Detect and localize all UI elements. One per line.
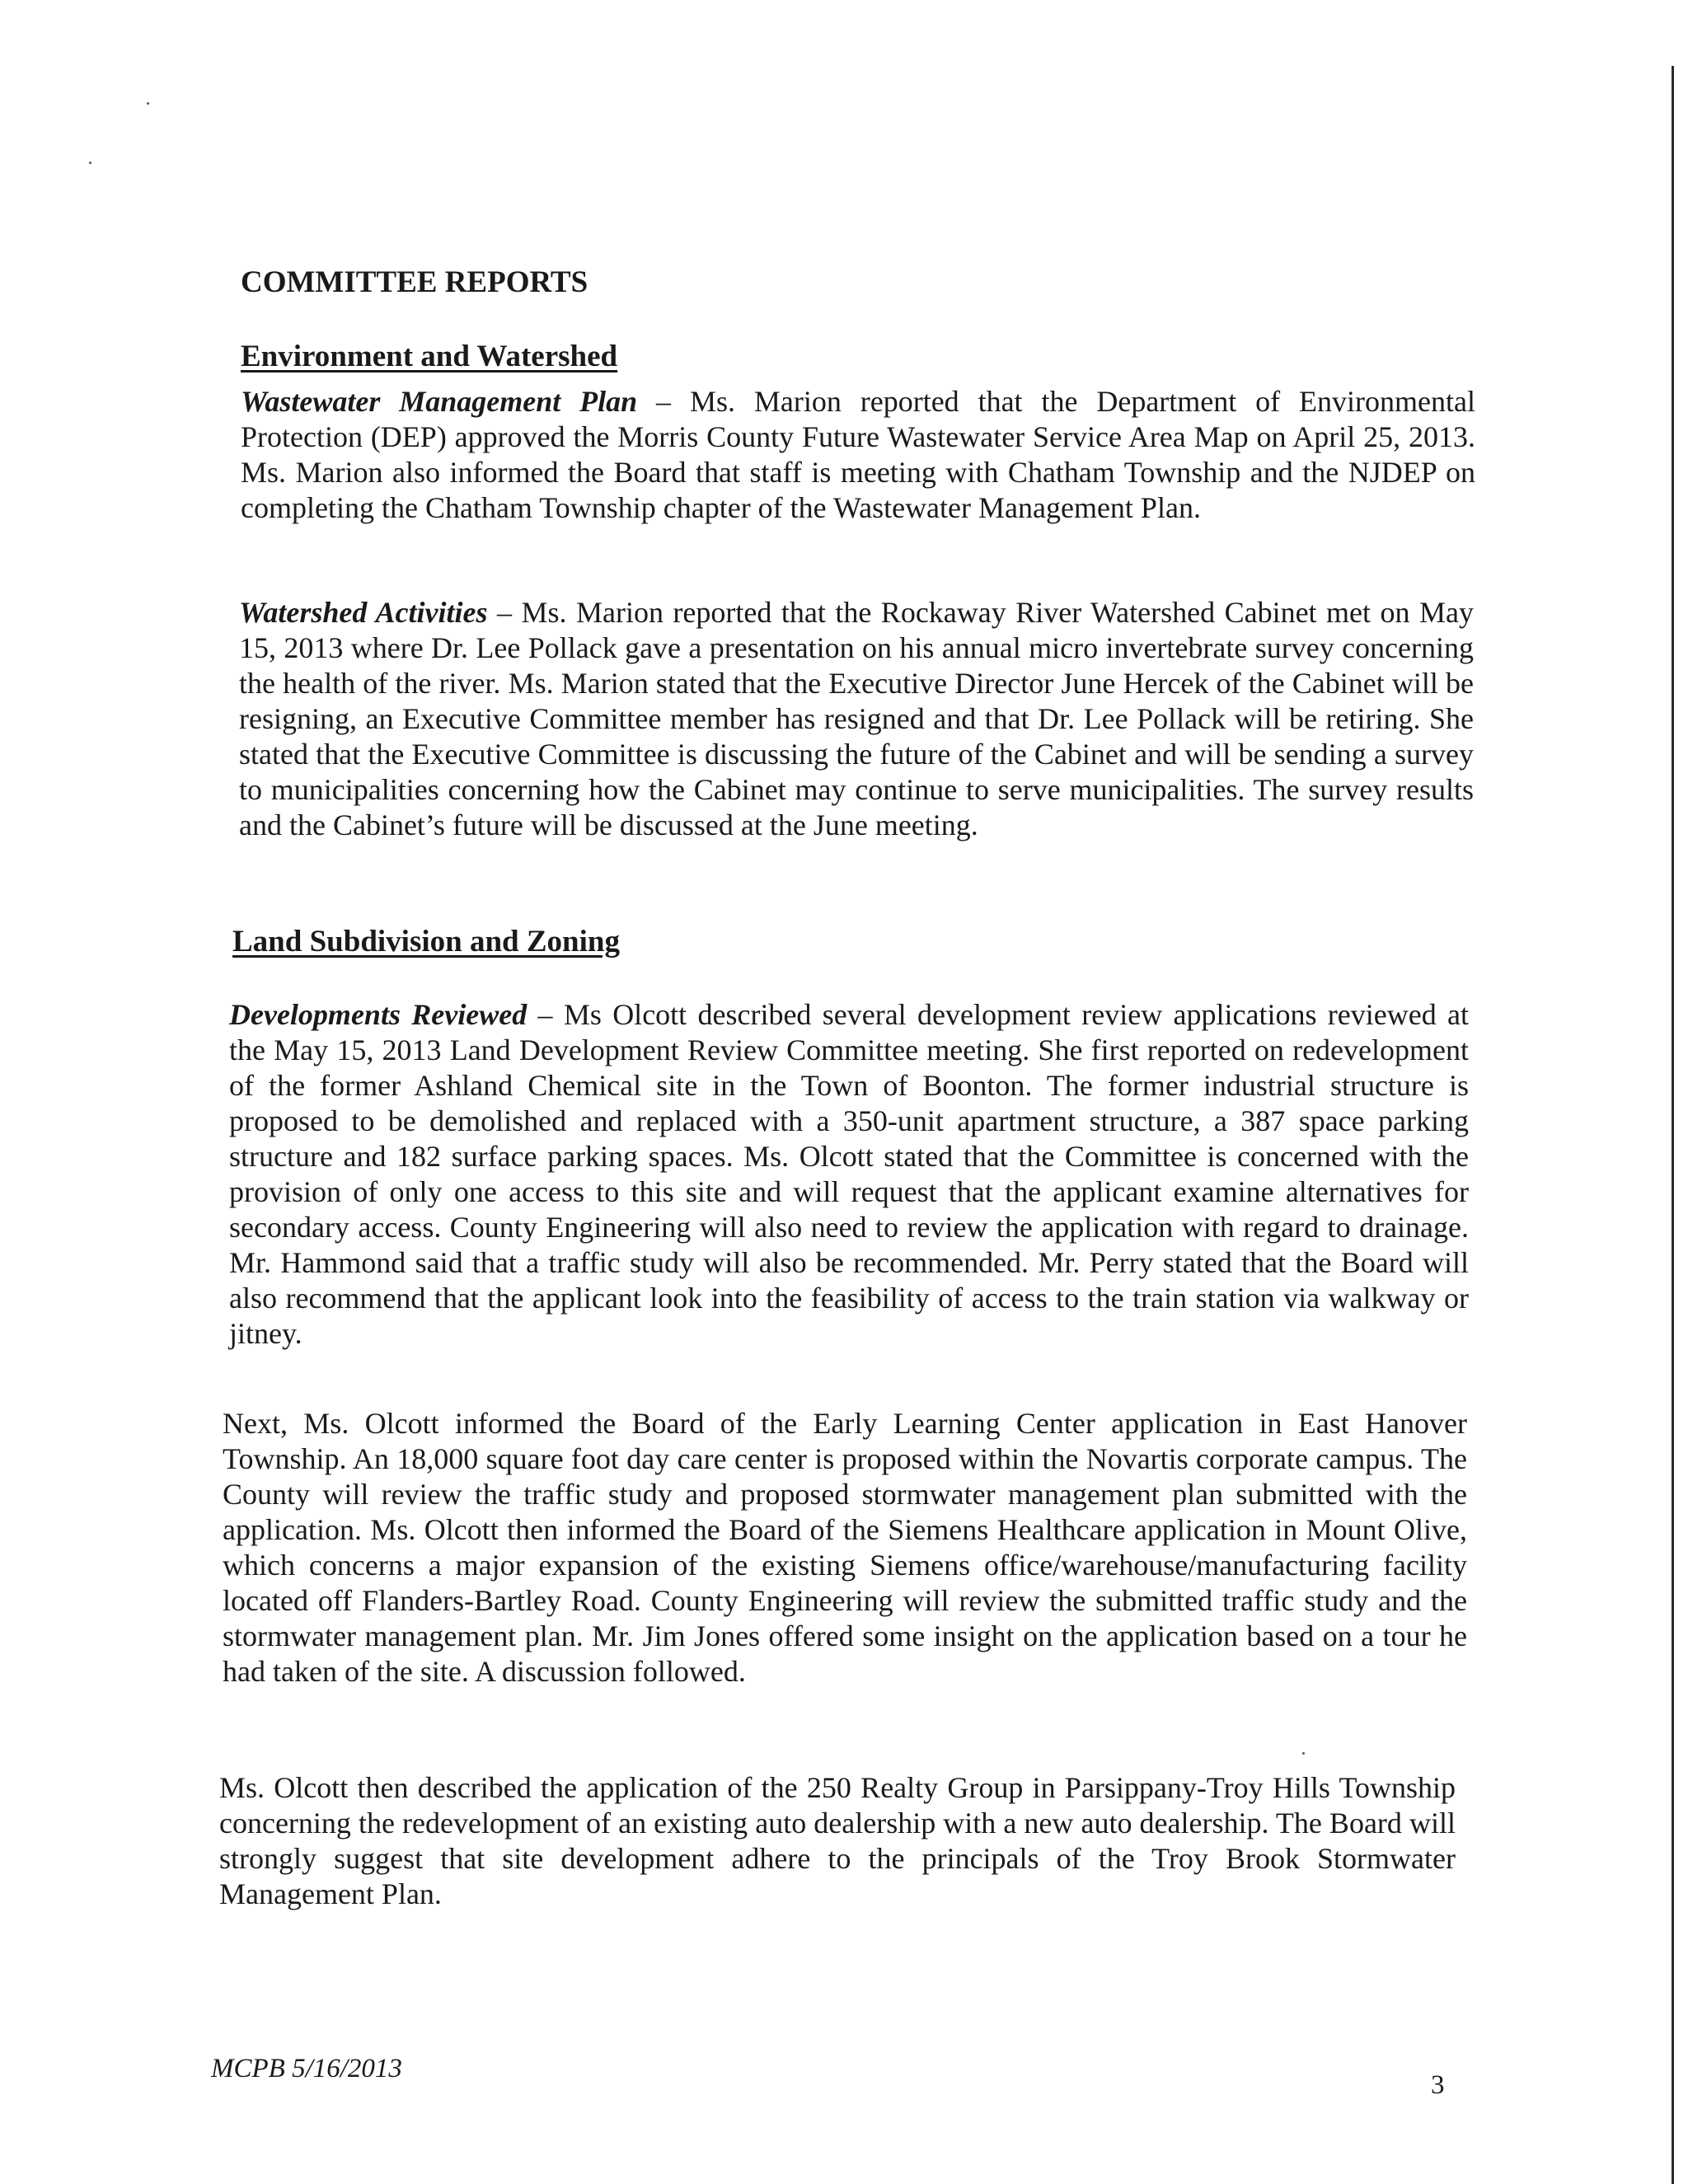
heading-land-subdivision-zoning: Land Subdivision and Zoning <box>232 925 620 958</box>
paragraph-lead: Developments Reviewed <box>229 998 528 1031</box>
footer-label: MCPB 5/16/2013 <box>211 2054 402 2083</box>
paragraph-lead: Wastewater Management Plan <box>241 385 638 418</box>
section-title: COMMITTEE REPORTS <box>241 265 588 299</box>
scan-edge-line <box>1672 66 1674 2184</box>
paragraph-watershed-activities <box>239 595 1474 843</box>
heading-environment-watershed: Environment and Watershed <box>241 340 618 373</box>
paragraph-wastewater-plan <box>241 384 1475 526</box>
paragraph-text: – Ms. Marion reported that the Department of Environmental Protection (DEP) approved the Morris County Future Wastewater Service Area Map on April 25, 2013. Ms. Marion also informed the Board that staff is meeting with Chatham Township and the NJDEP on completing the Chatham Township chapter of the Wastewater Management Plan. <box>241 385 1475 524</box>
scan-speck <box>1302 1752 1305 1755</box>
paragraph-early-learning-center: Next, Ms. Olcott informed the Board of the Early Learning Center application in East Hanover Township. An 18,000 square foot day care center is proposed within the Novartis corporate campus. The County will review the traffic study and proposed stormwater management plan submitted with the application. Ms. Olcott then informed the Board of the Siemens Healthcare application in Mount Olive, which concerns a major expansion of the existing Siemens office/warehouse/manufacturing facility located off Flanders-Bartley Road. County Engineering will review the submitted traffic study and the stormwater management plan. Mr. Jim Jones offered some insight on the application based on a tour he had taken of the site. A discussion followed. <box>223 1407 1467 1688</box>
paragraph-developments-reviewed <box>229 997 1469 1352</box>
paragraph-text: – Ms Olcott described several development review applications reviewed at the May 15, 2013 Land Development Review Committee meeting. She first reported on redevelopment of the former Ashland Chemical site in the Town of Boonton. The former industrial structure is proposed to be demolished and replaced with a 350-unit apartment structure, a 387 space parking structure and 182 surface parking spaces. Ms. Olcott stated that the Committee is concerned with the provision of only one access to this site and will request that the applicant examine alternatives for secondary access. County Engineering will also need to review the application with regard to drainage. Mr. Hammond said that a traffic study will also be recommended. Mr. Perry stated that the Board will also recommend that the applicant look into the feasibility of access to the train station via walkway or jitney. <box>229 998 1470 1350</box>
paragraph-text: – Ms. Marion reported that the Rockaway River Watershed Cabinet met on May 15, 2013 where Dr. Lee Pollack gave a presentation on his annual micro invertebrate survey concerning the health of the river. Ms. Marion stated that the Executive Director June Hercek of the Cabinet will be resigning, an Executive Committee member has resigned and that Dr. Lee Pollack will be retiring. She stated that the Executive Committee is discussing the future of the Cabinet and will be sending a survey to municipalities concerning how the Cabinet may continue to serve municipalities. The survey results and the Cabinet’s future will be discussed at the June meeting. <box>239 596 1474 841</box>
paragraph-lead: Watershed Activities <box>239 596 488 629</box>
page-number: 3 <box>1431 2070 1445 2100</box>
paragraph-250-realty-group: Ms. Olcott then described the application of the 250 Realty Group in Parsippany-Troy Hills Township concerning the redevelopment of an existing auto dealership with a new auto dealership. The Board will strongly suggest that site development adhere to the principals of the Troy Brook Stormwater Management Plan. <box>219 1771 1456 1910</box>
scan-speck <box>89 162 91 164</box>
scan-speck <box>147 102 149 105</box>
